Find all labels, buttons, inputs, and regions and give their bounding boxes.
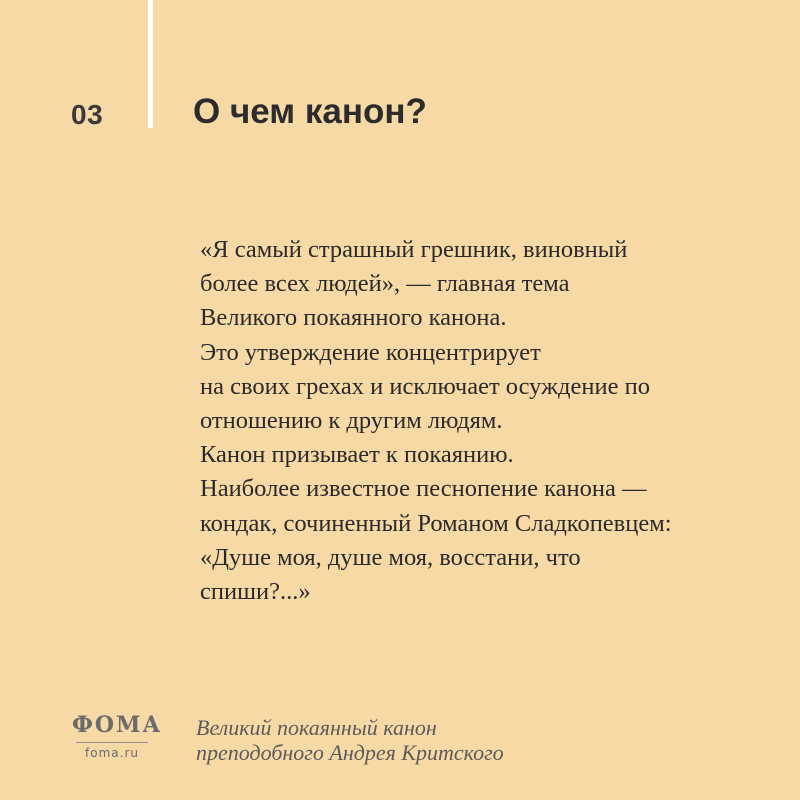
- caption-line: преподобного Андрея Критского: [196, 740, 504, 765]
- page-title: О чем канон?: [193, 92, 427, 131]
- body-line: более всех людей», — главная тема: [200, 270, 570, 298]
- logo-url: foma.ru: [85, 746, 139, 760]
- caption-line: Великий покаянный канон: [196, 715, 437, 740]
- vertical-divider: [148, 0, 153, 128]
- body-line: Великого покаянного канона.: [200, 304, 507, 332]
- logo-divider: [76, 742, 148, 743]
- foma-logo: [72, 712, 163, 760]
- body-paragraph: [200, 233, 770, 609]
- section-number: 03: [71, 99, 104, 130]
- body-line: «Я самый страшный грешник, виновный: [200, 236, 628, 263]
- body-line: Это утверждение концентрирует: [200, 338, 541, 366]
- body-line: спиши?...»: [200, 578, 311, 606]
- logo-wordmark: ФОМА: [72, 712, 163, 738]
- body-line: Наиболее известное песнопение канона —: [200, 475, 647, 503]
- footer-caption: [196, 715, 504, 765]
- body-line: «Душе моя, душе моя, восстани, что: [200, 543, 581, 571]
- body-line: на своих грехах и исключает осуждение по: [200, 372, 650, 400]
- body-line: Канон призывает к покаянию.: [200, 441, 514, 469]
- body-line: отношению к другим людям.: [200, 407, 503, 435]
- body-line: кондак, сочиненный Романом Сладкопевцем:: [200, 509, 672, 537]
